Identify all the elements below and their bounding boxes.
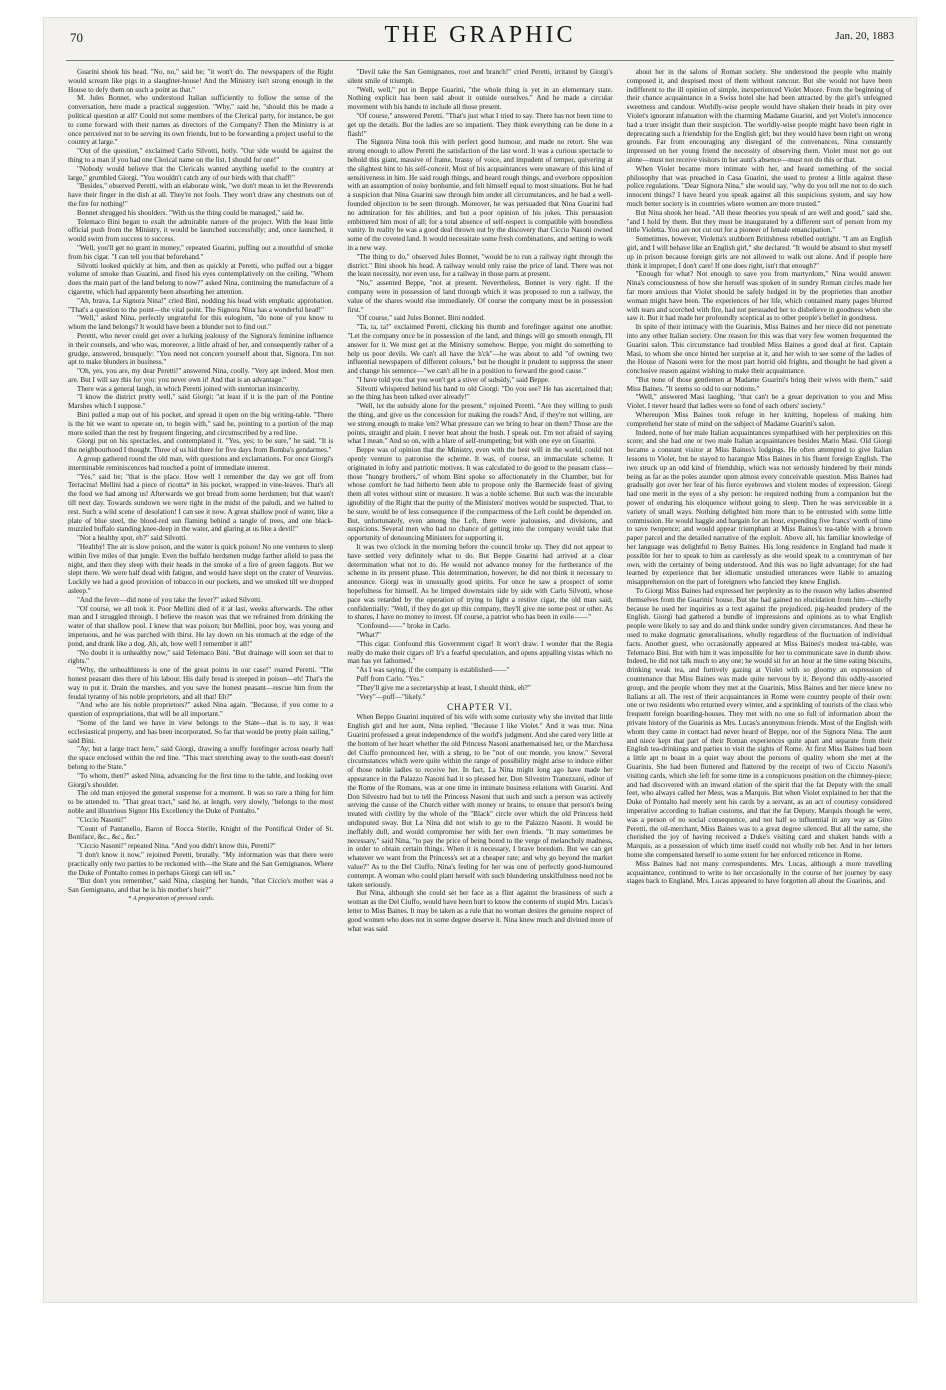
paragraph: "They'll give me a secretaryship at least, I should think, eh?" (356, 683, 531, 692)
paragraph: "Not a healthy spot, eh?" said Silvotti. (77, 534, 188, 543)
paragraph: "Devil take the San Gemignanos, root and branch!" cried Peretti, irritated by Giorgi's silent smile of triumph. (347, 68, 613, 85)
paragraph: "What?" (356, 631, 381, 639)
paragraph: "To whom, then?" asked Nina, advancing for the first time to the table, and looking over Giorgi's shoulder. (68, 771, 334, 789)
paragraph: "But don't you remember," said Nina, clasping her hands, "that Ciccio's mother was a San Gemignano, and that he is his mother's heir?" (68, 877, 334, 895)
column-3 (627, 68, 892, 1292)
paragraph: "And who are his noble proprietors?" asked Nina again. "Because, if you come to a question of expropriations, that will be all important." (68, 701, 334, 719)
paragraph: "Besides," observed Peretti, with an elaborate wink, "we don't mean to let the Reverends have their finger in the dish at all. They're not fools. They won't draw any chestnuts out of the fire for nothing!" (68, 182, 334, 208)
paragraph: Miss Baines had not many correspondents. Mrs. Lucas, although a more travelling acquaintance, continued to write to her occasionally in the course of her journey by easy stages back to England. Mrs. Lucas appeared to have forgotten all about the Guarinis, and (626, 859, 892, 886)
paragraph: "As I was saying, if the company is established——" (356, 666, 510, 675)
paragraph: "Ta, ta, ta!" exclaimed Peretti, clicking his thumb and forefinger against one another. "Let the company once be in possession of the land, and things will go smooth enough, I'll answer for it. We must get at the Ministry somehow. Beppe, you might do something to help us poor devils. We can't all have the h'ck"—he was about to add "of owning two influential newspapers of different colours," but he thought it prudent to suppress the sneer and change his sentence—"we can't all be in a position to forward the good cause." (347, 323, 613, 376)
paragraph: Whereupon Miss Baines took refuge in her knitting, hopeless of making him comprehend her state of mind on the subject of Madame Guarini's salon. (626, 411, 892, 428)
paragraph: Indeed, none of her male Italian acquaintances sympathised with her perplexities on this score; and she had one or two male Italian acquaintances besides Mario Masi. Old Giorgi became a constant visitor at Miss Baines's lodgings. He often attempted to give Italian lessons to Violet, but he stayed to harangue Miss Baines in his fluent foreign English. The two struck up an odd kind of friendship, which was not seriously hindered by their minds being as far as the poles asunder upon almost every conceivable question. Miss Baines had gradually got over her fear of his fierce eyebrows and violent modes of expression. Giorgi had one merit in the eyes of a shy person: he required nothing from a companion but the power of enduring his eloquence without going to sleep. Then he was serviceable in a variety of small ways. Nothing delighted him more than to be entrusted with some little commission. He would haggle and bargain for an hour, expending five francs' worth of time to save twopence; and would appear triumphant at Miss Baines's tea-table with a brown paper parcel and the detailed narrative of the exploit. Above all, his familiar knowledge of her language was delightful to Betsy Baines. His long residence in England had made it possible for her to speak to him as carelessly as she would speak to a countryman of her own, with the certainty of being understood. And this was no light advantage; for she had learned by experience that her idiomatic unstudied utterances were liable to amazing misapprehension on the part of foreigners who fancied they knew English. (626, 428, 892, 587)
paragraph: "Out of the question," exclaimed Carlo Silvotti, hotly. "Our side would be against the thing to a man if you had one Clerical name on the list. I should for one!" (68, 147, 334, 164)
paragraph: Sometimes, however, Violetta's stubborn Britishness rebelled outright. "I am an English girl, and I will behave like an English girl," she declared. "It would be absurd to shut myself up in prison because foreign girls are not allowed to walk out alone. And if people here think it improper, I don't care! If one does right, isn't that enough?" (626, 235, 892, 270)
paragraph: "Ah, brava, La Signora Nina!" cried Bini, nodding his head with emphatic approbation. "That's a question to the point—the vital point. The Signora Nina has a wonderful head!" (68, 296, 334, 314)
paragraph: "I have told you that you won't get a stiver of subsidy," said Beppe. (356, 375, 550, 384)
paragraph: Silvotti whispered behind his hand to old Giorgi: "Do you see? He has ascertained that; so the thing has been talked over already!" (347, 384, 613, 402)
page-header (44, 18, 916, 62)
paragraph: Bini pulled a map out of his pocket, and spread it open on the big writing-table. "There is the bit we want to operate on, to begin with," said he, pointing to a portion of the map more soiled than the rest by frequent fingering, and circumscribed by a red line. (68, 411, 334, 437)
paragraph: In spite of their intimacy with the Guarinis, Miss Baines and her niece did not penetrate into any other Italian society. One reason for this was that very few women frequented the Guarini salon. This circumstance had troubled Miss Baines a good deal at first. Captain Masi, to whom she once hinted her surprise at it, and her wish to see some of the ladies of the House of Nasoni were for the most part horrid old frights, and thought he had given a conclusive reason against wishing to make their acquaintance. (626, 323, 892, 376)
paragraph: "Very"—puff—"likely." (356, 692, 426, 701)
paragraph: "Of course," answered Peretti. "That's just what I tried to say. There has not been time to get up the details. But the ladies are so impatient. They think everything can be done in a flash!" (347, 111, 613, 138)
header-rule (66, 60, 894, 61)
paragraph: "No," assented Beppe, "not at present. Nevertheless, Bonnet is very right. If the company were in possession of land through which it was proposed to run a railway, the value of the shares would rise immediately. Of course the company must be in possession first." (347, 279, 613, 314)
page-number: 70 (70, 30, 83, 45)
paragraph: about her in the salons of Roman society. She understood the people who mainly composed it, and despised most of them without rancour. But she would not have been indifferent to the ill opinion of simple, inexperienced Violet Moore. From the beginning of their chance acquaintance in a Swiss hotel she had been attracted by the girl's unfeigned sweetness and candour. Worldly-wise people would have shaken their heads in pity over Violet's ignorant infatuation with the charming Madame Guarini, and yet Violet's innocence had a truer insight than their suspicion. The worldly-wise people might have been right in deprecating such a friendship for the English girl; but they would have been right on wrong grounds. Far from encouraging any disregard of the convenances, Nina constantly impressed on her young friend the necessity of observing them. Violet must not go out alone—must not receive visitors in her aunt's absence—must not do this or that. (626, 68, 892, 164)
column-1 (68, 68, 333, 1292)
paragraph: "Ay; but a large tract here," said Giorgi, drawing a snuffy forefinger across nearly half the space enclosed within the red line. "This tract stretching away to the south-east doesn't belong to the State." (68, 745, 334, 771)
paragraph: "No doubt it is unhealthy now," said Telemaco Bini. "But drainage will soon set that to rights." (68, 648, 334, 666)
paragraph: "Of course," said Jules Bonnet. Bini nodded. (356, 314, 485, 323)
paragraph: "Ciccio Nasoni!" repeated Nina. "And you didn't know this, Peretti?" (77, 842, 276, 851)
paragraph: "Some of the land we have in view belongs to the State—that is to say, it was ecclesiastical property, and has been incorporated. So far that would be pretty plain sailing," said Bini. (68, 718, 334, 745)
paragraph: "Healthy! The air is slow poison, and the water is quick poison! No one ventures to sleep within five miles of that jungle. Even the buffalo herdsmen trudge farther afield to pass the night, and then they sleep with their heads in the smoke of a fire of green faggots. But we slept there. We were half dead with fatigue, and would have slept on the crater of Vesuvius. Luckily we had a good provision of tobacco in our pockets, and we smoked till we dropped asleep." (68, 543, 334, 596)
paragraph: "Enough for what? Not enough to save you from martyrdom," Nina would answer. Nina's consciousness of how she herself was spoken of in sundry Roman circles made her far more anxious that Violet should be safely hedged in by the proprieties than another woman might have been. The experiences of her life, which contained many pages blurred with tears and scorched with fire, had not persuaded her to disbelieve in goodness when she saw it. But it had made her profoundly sceptical as to other people's belief in goodness. (626, 270, 892, 323)
paragraph: "This cigar. Confound this Government cigar! It won't draw. I wonder that the Regia really do make their cigars of! It's a fearful speculation, and opens appalling vistas which no man has yet fathomed." (347, 639, 613, 666)
paragraph: "Why, the unhealthiness is one of the great points in our case!" roared Peretti. "The honest peasant dies there of his labour. His daily bread is steeped in poison—eh! That's the way to put it. Drain the marshes, and you save the honest peasant—rescue him from the feudal tyranny of his noble proprietors, and all that! Eh?" (68, 666, 334, 701)
paragraph: "Well, let the subsidy alone for the present," rejoined Peretti. "Are they willing to push the thing, and give us the concession for making the roads? And, if they're not willing, are we strong enough to make 'em? What pressure can we bring to bear on them? Those are the points, straight and plain. I never beat about the bush. I speak out. I'm not afraid of saying what I mean." And so on, with a blare of self-trumpeting; but with one eye on Guarini. (347, 402, 613, 446)
paragraph: Puff from Carlo. "Yes." (356, 674, 424, 683)
paragraph: "Ciccio Nasoni!" (77, 815, 127, 824)
paragraph: "I don't know it now," rejoined Peretti, brutally. "My information was that there were practically only two parties to be reckoned with—the State and the San Gemignanos. Where the Duke of Pontalto comes in perhaps Giorgi can tell us." (68, 850, 334, 877)
paragraph: "But none of those gentlemen at Madame Guarini's bring their wives with them," said Miss Baines. "It seems so odd to our notions." (626, 375, 892, 393)
paragraph: Guarini shook his head. "No, no," said he; "it won't do. The newspapers of the Right would scream like pigs in a slaughter-house! And the Ministry isn't strong enough in the House to defy them on such a point as that." (68, 68, 334, 94)
paragraph: It was two o'clock in the morning before the council broke up. They did not appear to have settled very definitely what to do. But Beppe Guarini had arrived at a clear determination what not to do. He would not advance money for the furtherance of the scheme in its present phase. This determination, however, he did not think it necessary to announce. Giorgi was in unusually good spirits. For once he saw a prospect of some hopefulness for himself. As he limped downstairs side by side with Carlo Silvotti, whose pace was retarded by the operation of trying to light a restive cigar, the old man said, confidentially: "Well, if they do get up this company, they'll give me some post or other. As to shares, I have no money to invest. Of course, a patriot who has been in exile——" (347, 543, 613, 622)
paragraph: When Violet became more intimate with her, and heard something of the social philosophy that was preached in Casa Guarini, she used to protest a little against these police regulations. "Dear Signora Nina," she would say, "why do you tell me not to do such innocent things? I have heard you speak against all this suspicious system, and say how much better society is in countries where women are more trusted." (626, 164, 892, 208)
paragraph: The Signora Nina took this with perfect good humour, and made no retort. She was strong enough to allow Peretti the satisfaction of the last word. It was a curious spectacle to behold this giant, massive of frame, brassy of voice, and impudent of temper, quivering at the slightest hint to his self-conceit. Most of his acquaintances were unaware of this kind of sensitiveness in him. He said rough things, and heard rough things, and overbore opposition with an assumption of noisy bonhomie, and felt himself equal to most situations. But he had a suspicion that Nina Guarini saw through him under all circumstances, and he had a well-founded objection to be seen through. Moreover, he was persuaded that Nina Guarini had no admiration for his abilities, and but a poor opinion of his jokes. This persuasion embittered him most of all; for a total absence of self-respect is compatible with boundless vanity. In reality he was a good deal thrown out by the discovery that Ciccio Nasoni owned some of the coveted land. It would necessitate some fresh combinations, and setting to work in a new way. (347, 138, 613, 252)
paragraph: "The thing to do," observed Jules Bonnet, "would be to run a railway right through the district." Bini shook his head. A railway would only raise the price of land. There was not the least necessity, nor even use, for a railway in those parts at present. (347, 252, 613, 279)
paragraph: "Well," answered Masi laughing, "that can't be a great deprivation to you and Miss Violet. I never heard that ladies were so fond of each others' society." (626, 393, 892, 411)
paragraph: But Nina shook her head. "All these theories you speak of are well and good," said she, "and I hold by them. But they must be inaugurated by a different sort of person from my little Violetta. You are not cut out for a pioneer of female emancipation." (626, 208, 892, 235)
column-2 (347, 68, 612, 1292)
newspaper-page (44, 18, 916, 1302)
paragraph: "Of course, we all took it. Poor Mellini died of it at last, weeks afterwards. The other man and I struggled through. I believe the reason was that we refrained from drinking the water of that shallow pool. I knew that was poison; but Mellini, poor boy, was young and impetuous, and he was parched with thirst. He lay down on his stomach at the edge of the pond, and drank like a dog. Ah, ah, how well I remember it all!" (68, 604, 334, 648)
paragraph: "And the fever—did none of you take the fever?" asked Silvotti. (77, 595, 262, 604)
chapter-heading: CHAPTER VI. (447, 702, 513, 713)
paragraph: "Count of Pantanello, Baron of Rocca Sterile, Knight of the Pontifical Order of St. Boniface, &c., &c., &c." (68, 824, 334, 842)
text-columns (68, 68, 892, 1292)
paragraph: M. Jules Bonnet, who understood Italian sufficiently to follow the sense of the conversation, here made a practical suggestion. "Why," said he, "should this be made a political question at all? Could not some members of the Clerical party, for instance, be got to come forward with their names as directors of the Company? Then the Ministry is at once perceived not to be serving its own friends, but to be forwarding a project useful to the country at large." (68, 94, 334, 147)
issue-date: Jan. 20, 1883 (835, 30, 894, 42)
paragraph: "Yes," said he; "that is the place. How well I remember the day we got off from Terracina! Mellini had a piece of ricotta* in his pocket, wrapped in vine-leaves. That's all the food we had among us! Afterwards we got bread from some herdsmen; but that wasn't till next day. Towards sundown we were right in the midst of the paludi, and we halted to rest. Such a wild scene of desolation! I can see it now. A great shallow pool of water, like a plate of blue steel, the blood-red sun flaming behind a tangle of trees, and one black-muzzled buffalo standing knee-deep in the water, and glaring at us like a devil!" (68, 472, 334, 534)
paragraph: Giorgi put on his spectacles, and contemplated it. "Yes, yes; to be sure," he said. "It is the neighbourhood I thought. Three of us hid there for five days from Bomba's gendarmes." (68, 437, 334, 455)
paragraph: "Oh, yes, you are, my dear Peretti!" answered Nina, coolly. "Very apt indeed. Most men are. But I will say this for you: you never own it! And that is an advantage." (68, 367, 334, 384)
paragraph: Peretti, who never could get over a lurking jealousy of the Signora's feminine influence in their counsels, and who was, moreover, a little afraid of her, and consequently rather of a grudge, answered, brusquely: "You need not concern yourself about that, Signora. I'm not apt to make blunders in business." (68, 331, 334, 367)
paragraph: The old man enjoyed the general suspense for a moment. It was so rare a thing for him to be attended to. "That great tract," said he, at length, very slowly, "belongs to the most noble and illustrious Signor His Excellency the Duke of Pontalto." (68, 789, 334, 815)
paragraph: Bonnet shrugged his shoulders. "With us the thing could be managed," said he. (77, 208, 304, 217)
paragraph: "Well, well," put in Beppe Guarini, "the whole thing is yet in an elementary state. Nothing explicit has been said about it outside ourselves." And he made a circular movement with his hands to include all those present. (347, 85, 613, 112)
paragraph: There was a general laugh, in which Peretti joined with stentorian insincerity. (77, 384, 300, 393)
paragraph: A group gathered round the old man, with questions and exclamations. For once Giorgi's interminable reminiscences had touched a point of immediate interest. (68, 455, 334, 472)
paragraph: But Nina, although she could set her face as a flint against the brassiness of such a woman as the Del Ciuffo, would have been hurt to know the contents of stupid Mrs. Lucas's letter to Miss Baines. It may be taken as a rule that no woman desires the genuine respect of good women who does not in some degree deserve it. Nina knew much and divined more of what was said (347, 889, 613, 933)
paragraph: "Well," asked Nina, perfectly ungrateful for this eulogium, "do none of you know to whom the land belongs? It would have been a blunder not to find out." (68, 314, 334, 332)
paragraph: Silvotti looked quickly at him, and then as quickly at Peretti, who puffed out a bigger volume of smoke than Guarini, and fixed his eyes contemplatively on the ceiling. "Whom does the main part of the land belong to now?" asked Nina, continuing the manufacture of a cigarette, which had apparently been absorbing her attention. (68, 261, 334, 296)
paragraph: Beppe was of opinion that the Ministry, even with the best will in the world, could not openly venture to patronise the scheme. It was, of course, an immaculate scheme. It originated in lofty and patriotic motives. It was calculated to do good to the peasant class—those "hungry brothers," of whom Bini spoke so affectionately in the Chamber, but for whose comfort he had hitherto been able to propose only the Barmecide feast of giving them all votes without stint or measure. It was a noble scheme. But such was the incurable ignobility of the Right that the purity of the Ministers' motives would be suspected. That, to be sure, would be of less consequence if the compactness of the Left could be depended on. But, unfortunately, even among the Left, there were jealousies, and divisions, and suspicions. Several men who had no chance of getting into the company would take that opportunity of denouncing Ministers for supporting it. (347, 446, 613, 543)
paragraph: "I know the district pretty well," said Giorgi; "at least if it is the part of the Pontine Marshes which I suppose." (68, 393, 334, 411)
masthead: THE GRAPHIC (384, 22, 576, 48)
paragraph: When Beppo Guarini inquired of his wife with some curiosity why she invited that little English girl and her aunt, Nina replied, "Because I like Violet." And it was true. Nina Guarini professed a great independence of the world's judgment. And she cared very little at the bottom of her heart whether the old Princess Nasoni anathematised her, or the Marchesa del Ciuffo pronounced her, with a shrug, to be "not of our monde, you know." Several circumstances which were quite within the range of possibility might arise to induce either of those noble ladies to receive her. In fact, La Nina might long ago have made her appearance in the Palazzo Nasoni had it so pleased her. Don Silvestro Tranezzani, editor of the Rome of the Romans, was at one time in intimate business relations with Guarini. And Don Silvestro had but to tell the Princess Nasoni that such and such a person was actively serving the cause of the Church either with money or brains, to ensure that person's being treated with civility by the whole of the "Black" circle over which the old Princess held undisputed sway. But La Nina did not wish to go to the Palazzo Nasoni. It would be ineffably dull, and would compromise her with her own friends. "It may sometimes be necessary," said Nina, "to pay the price of being bored to the verge of melancholy madness, in order to obtain certain things. When it is necessary, I brave boredom. But we can get whatever we want from the Princess's set at a cheaper rate; and why go beyond the market value?" As to the Del Ciuffo, Nina's feeling for her was one of perfectly good-humoured contempt. A woman who could plant herself with such blundering unskilfulness need not be taken seriously. (347, 713, 613, 889)
paragraph: "Well, you'll get no grant in money," repeated Guarini, puffing out a mouthful of smoke from his cigar. "I can tell you that beforehand." (68, 243, 334, 261)
footnote: * A preparation of pressed curds. (68, 895, 333, 903)
paragraph: To Giorgi Miss Baines had expressed her perplexity as to the reason why ladies absented themselves from the Guarinis' house. But she had gained no elucidation from him—chiefly because he used her inquiries as a text against the prejudiced, pig-headed prudery of the English. Giorgi had gathered a bundle of impressions and opinions as to what English people were likely to say and do and think under sundry given circumstances. And these he used to make dogmatic generalisations, wholly regardless of the fluctuation of individual facts. Another guest, who occasionally appeared at Miss Baines's modest tea-table, was Telemaco Bini. But with him it was impossible for her to communicate save in dumb show. Indeed, he did not talk much to any one; he would sit for an hour at the time eating biscuits, drinking weak tea, and furtively gazing at Violet with so gloomy an expression of countenance that Miss Baines was made quite nervous by it. Beyond this oddly-assorted group, and the people whom they met at the Guarinis, Miss Baines and her niece knew no Italians at all. The rest of their acquaintances in Rome were country people of their own: one or two residents who returned every winter, and a sprinkling of tourists of the class who frequent foreign boarding-houses. They met with no one so full of information about the private history of the Guarinis as Mrs. Lucas's anonymous friends. Most of the English with whom they came in contact had never heard of Beppe, nor of the Signora Nina. The aunt and niece kept that part of their Roman experiences quite apart and separate from their English tea-drinkings and parties to visit the sights of Rome. At first Miss Baines had been a little apt to boast in a quiet way about the persons of quality whom she met at the Guarinis. She had been fluttered and flattered by the receipt of two of Ciccio Nasoni's visiting cards, which she left for some time in a conspicuous position on the chimney-piece; and had discovered with an inward elation of the spirit that the fat Deputy with the small feet, who always called her Mess, was a Marquis. But when Violet explained to her that the Duke of Pontalto had merely sent his cards by a servant, as an act of courtesy considered imperative according to Italian customs, and that the fat Deputy, Marquis though he were, was a person of no social consequence, and not half so influential in any way as Gino Peretti, the oil-merchant, Miss Baines was to a great degree silenced. But all the same, she cherished the joy of having received a Duke's visiting card and shaken hands with a Marquis, as a possession of which time itself could not wholly rob her. And in her letters home she compensated herself to some extent for her enforced reticence in Rome. (626, 587, 892, 859)
paragraph: "Confound——" broke in Carlo. (356, 622, 451, 631)
paragraph: "Nobody would believe that the Clericals wanted anything useful to the country at large," grumbled Giorgi. "You wouldn't catch any of our birds with that chaff!" (68, 164, 334, 182)
paragraph: Telemaco Bini began to exalt the admirable nature of the project. With the least little official push from the Ministry, it would be launched successfully; and, once launched, it would swim from success to success. (68, 217, 334, 244)
